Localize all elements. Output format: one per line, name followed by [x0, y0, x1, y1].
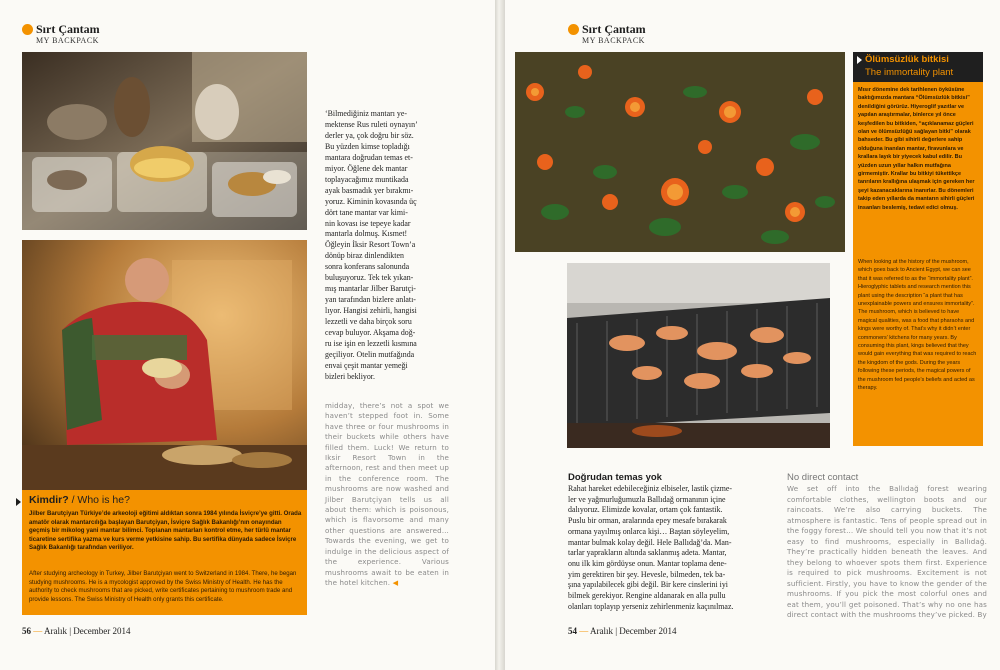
- box-text-en: After studying archeology in Turkey, Jilber Barutçiyan went to Switzerland in 1984. There, he began studying mushrooms. He is a mycologist approved by the Swiss Ministry of Health. He has the authority to check mushrooms that are picked, write certificates pertaining to mushroom trade and provide lessons. The Swiss Ministry of Health only grants this certificate.: [29, 570, 297, 603]
- spine-gutter: [495, 0, 505, 670]
- box-title-en: The immortality plant: [865, 67, 954, 78]
- immortality-plant-box: [853, 52, 983, 446]
- body-column-tr: Rahat hareket edebileceğiniz elbiseler, lastik çizme- ler ve yağmurluğumuzla Ballıdağ ormanının içine dalıyoruz. Elimizde kovalar, ortam çok fantastik. Puslu bir orman, aralarında epey mesafe bırakarak ormana yayılmış onlarca kişi… Baştan söyleyelim, mantar bulmak kolay değil. Hele Ballıdağ’da. Man- tarlar yaprakların altında saklanmış adeta. Mantar, onu ilk kim gördüyse onun. Mantar toplama dene- yim gerektiren bir şey. Hevesle, bilmeden, tek ba- şına yapılabilecek gibi değil. Bir kere cinslerini iyi bilmek gerekiyor. Rengine aldanarak en alla pullu olanları toplayıp yerseniz zehirlenmeniz kaçınılmaz.: [568, 484, 734, 611]
- section-title-en: MY BACKPACK: [36, 36, 99, 45]
- arrow-marker-icon: [16, 498, 21, 506]
- left-page: [0, 0, 495, 670]
- right-page: [505, 0, 1000, 670]
- folio-date: Aralık | December 2014: [44, 626, 131, 636]
- photo-mushrooms-containers: [22, 52, 307, 230]
- folio-right: [568, 626, 677, 636]
- photo-mushrooms-on-grill: [567, 263, 830, 448]
- box-title-tr: Kimdir?: [29, 494, 69, 506]
- body-column-tr: ‘Bilmediğiniz mantarı ye- mektense Rus ruleti oynayın’ derler ya, çok doğru bir söz. Bu yüzden kimse topladığı mantara doğrudan temas et- miyor. Öğlene dek mantar toplayacağımız muntikada ayak basmadık yer bırakmı- yoruz. Kiminin kovasında üç dört tane mantar var kimi- nin kovası ise tepeye kadar mantarla dolmuş. Kısmet! Öğleyin İksir Resort Town’a dönüp biraz dinlendikten sonra konferans salonunda buluşuyoruz. Tek tek yıkan- mış mantarlar Jilber Barutçi- yan tarafından bizlere anlatı- lıyor. Hangisi zehirli, hangisi lezzetli ve daha birçok soru cevap buluyor. Akşama doğ- ru ise işin en lezzetli kısmına geçiliyor. Otelin mutfağında envai çeşit mantar yemeği bizleri bekliyor.: [325, 109, 418, 381]
- page-number: 54: [568, 626, 577, 636]
- folio-dash: —: [33, 626, 43, 636]
- orange-dot-icon: [22, 24, 33, 35]
- orange-dot-icon: [568, 24, 579, 35]
- box-title-bar: [853, 52, 983, 82]
- box-text-tr: Mısır dönemine dek tarihlenen öyküsüne baktığımızda mantara “Ölümsüzlük bitkisi” denildiğini görürüz. Hiyeroglif yazıtlar ve yapılan araştırmalar, binlerce yıl önce keşfedilen bu bitkiden, “açıklanamaz güçleri olan ve ölümsüzlüğü sağlayan bitki” olarak bahseder. Bu gibi sihirli değerlere sahip olduğuna inanılan mantar, firavunlara ve krallara layık bir yiyecek kabul edilir. Bu yüzden uzun yıllar halkın mutfağına girmemiştir. Krallar bu bitkiyi tükettikçe tanrıların krallığına ulaşmak için gereken her şeyi kazanacaklarına inanırlar. Bu dönemleri takip eden yıllarda da mantarın sihirli güçleri insanları beslemiş, tedavi edici olmuş.: [858, 87, 975, 211]
- body-column-en: We set off into the Ballıdağ forest wearing comfortable clothes, wellington boots and our raincoats. We’re also carrying buckets. The atmosphere is fantastic. Tens of people spread out in the foggy forest… We should tell you now that it’s not easy to find mushrooms, especially in Ballıdağ. They’re practically hidden beneath the leaves. And they belong to whoever spots them first. Experience is required to pick mushrooms. Excitement is not sufficient. Firstly, you have to know the gender of the mushrooms. If you pick the most colorful ones and eat them, you’ll get poisoned. That’s why no one has direct contact with the mushrooms they’ve picked. By: [787, 484, 987, 619]
- section-title-tr: Sırt Çantam: [582, 22, 646, 36]
- heading-en: No direct contact: [787, 472, 859, 483]
- end-mark-icon: ◀: [392, 577, 399, 587]
- box-text-en: When looking at the history of the mushroom, which goes back to Ancient Egypt, we can see that it was referred to as the “immortality plant”. Hieroglyphic tablets and research mention this plant using the description “a plant that has unexplainable powers and ensures immortality”. The mushroom, which is believed to have magical qualities, was a food that pharaohs and kings were worthy of. That’s why it didn’t enter commoners’ kitchens for many years. By consuming this plant, kings believed that they would gain everything that was required to reach the kingdom of the gods. During the years following these periods, the magical powers of the mushroom fed people’s beliefs and acted as therapy.: [858, 259, 977, 392]
- photo-man-examining-mushroom: [22, 240, 307, 492]
- box-title-en: / Who is he?: [71, 494, 130, 506]
- box-title: [29, 494, 130, 506]
- box-title-tr: Ölümsüzlük bitkisi: [865, 54, 949, 65]
- arrow-marker-icon: [857, 56, 862, 64]
- folio-date: Aralık | December 2014: [590, 626, 677, 636]
- folio-left: [22, 626, 131, 636]
- body-text-en: midday, there’s not a spot we haven’t stepped foot in. Some have three or four mushrooms in their buckets while others have filled them. Luck! We return to Iksir Resort Town in the afternoon, rest and then meet up in the conference room. The mushrooms are now washed and Jilber Barutçiyan tells us all about them: which is poisonous, which is flavorsome and many other questions are answered… Towards the evening, we get to indulge in the delicious aspect of the experience. Various mushrooms await to be eaten in the hotel kitchen.: [325, 401, 449, 587]
- photo-mushrooms-forest-floor: [515, 52, 845, 252]
- box-text-tr: Jilber Barutçiyan Türkiye’de arkeoloji eğitimi aldıktan sonra 1984 yılında İsviçre’ye gitti. Orada amatör olarak mantarcılığa başlayan Barutçiyan, İsviçre Sağlık Bakanlığı’nın onayından geçmiş bir mikolog yani mantar bilimci. Toplanan mantarları kontrol etme, her türlü mantar ticaretine sertifika yazma ve kurs verme yetkisine sahip. Bu sertifika dünyada sadece İsviçre Sağlık Bakanlığı tarafından veriliyor.: [29, 510, 302, 552]
- body-column-en: [325, 401, 449, 588]
- folio-dash: —: [579, 626, 589, 636]
- heading-tr: Doğrudan temas yok: [568, 472, 662, 483]
- page-number: 56: [22, 626, 31, 636]
- who-is-he-box: [22, 490, 307, 615]
- section-title-tr: Sırt Çantam: [36, 22, 100, 36]
- section-title-en: MY BACKPACK: [582, 36, 645, 45]
